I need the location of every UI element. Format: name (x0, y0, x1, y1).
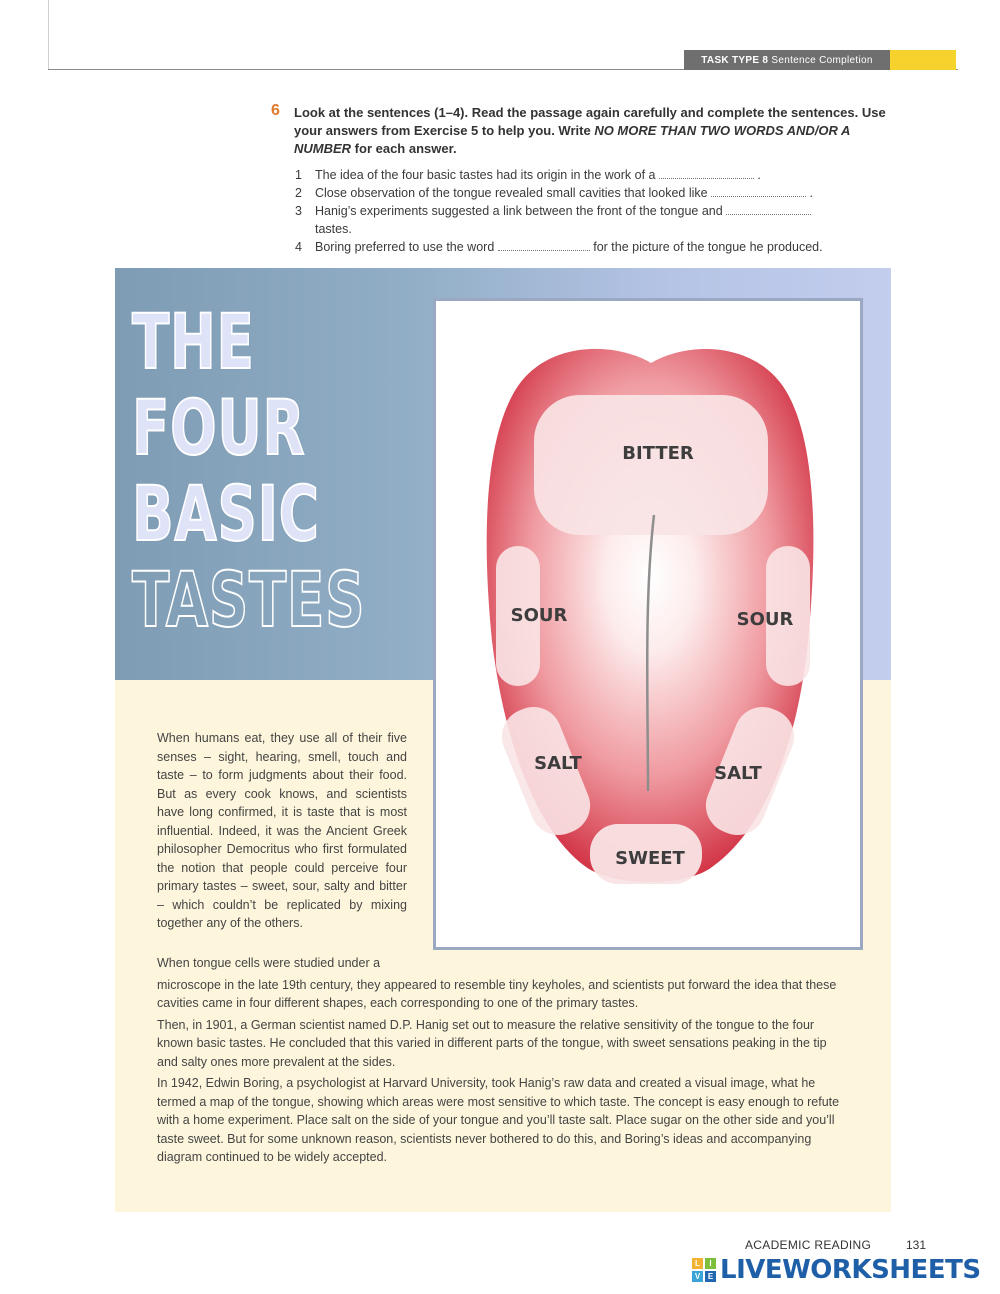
task-type-prefix: TASK TYPE 8 (701, 54, 769, 66)
label-sweet: SWEET (615, 848, 685, 869)
sentence-number: 1 (295, 168, 302, 182)
logo-text: LIVEWORKSHEETS (720, 1255, 981, 1285)
title-line-four: FOUR (132, 383, 306, 472)
label-bitter: BITTER (622, 443, 694, 464)
sentence-text: Hanig’s experiments suggested a link between the front of the tongue and (315, 204, 723, 218)
article-paragraph-4: In 1942, Edwin Boring, a psychologist at Harvard University, took Hanig’s raw data and created a visual image, what he termed a map of the tongue, showing which areas were most sensitive to which taste. The concept is easy enough to refute with a home experiment. Place salt on the side of your tongue and you’ll taste salt. Place sugar on the other side and you’ll taste sweet. But for some unknown reason, scientists never bothered to do this, and Boring’s ideas and accompanying diagram continued to be widely accepted. (157, 1076, 840, 1164)
sentence-text: Close observation of the tongue revealed small cavities that looked like (315, 186, 708, 200)
sentence-4 (295, 238, 895, 256)
title-line-tastes: TASTES (132, 555, 366, 644)
sentence-number: 3 (295, 204, 302, 218)
answer-blank-1[interactable] (659, 167, 754, 179)
tongue-map-svg (436, 301, 860, 947)
page-edge (48, 0, 49, 70)
article-body (157, 954, 850, 1170)
page-number: 131 (906, 1238, 927, 1252)
answer-blank-4[interactable] (498, 239, 590, 251)
sentence-end: for the picture of the tongue he produced. (593, 240, 823, 254)
sentence-3 (295, 202, 895, 238)
article-paragraph-1: When humans eat, they use all of their five senses – sight, hearing, smell, touch and taste – to form judgments about their food. But as every cook knows, and scientists have long confirmed, it is taste that is most influential. Indeed, it was the Ancient Greek philosopher Democritus who first formulated the notion that people could perceive four primary tastes – sweet, sour, salty and bitter – which couldn’t be replicated by mixing together any of the others. (157, 731, 407, 930)
sentence-end: . (753, 168, 761, 182)
article-paragraph-2-rest: microscope in the late 19th century, they appeared to resemble tiny keyholes, and scientists put forward the idea that these cavities came in four different shapes, each corresponding to one of the primary tastes. (157, 977, 837, 1010)
sentence-continuation: tastes. (315, 222, 352, 236)
task-tab-accent (890, 50, 956, 70)
logo-blocks-icon: L I V E (692, 1258, 716, 1282)
task-type-tab (684, 50, 890, 70)
title-line-the: THE (132, 297, 255, 386)
exercise-number: 6 (271, 102, 280, 119)
task-type-title: Sentence Completion (771, 54, 873, 66)
sentence-number: 2 (295, 186, 302, 200)
sentence-1 (295, 166, 895, 184)
answer-blank-3[interactable] (726, 203, 811, 215)
sentence-text: The idea of the four basic tastes had its origin in the work of a (315, 168, 656, 182)
sentence-number: 4 (295, 240, 302, 254)
instruction-emphasis: NO MORE THAN TWO WORDS AND/OR A NUMBER (294, 123, 850, 156)
article-paragraph-2-start: When tongue cells were studied under a (157, 956, 381, 970)
instruction-text-2: for each answer. (351, 141, 457, 156)
label-salt-left: SALT (534, 753, 582, 774)
sentence-text: Boring preferred to use the word (315, 240, 495, 254)
exercise-instructions (294, 104, 894, 158)
sentence-end: . (806, 186, 814, 200)
label-sour-left: SOUR (510, 605, 568, 626)
section-label: ACADEMIC READING (745, 1238, 872, 1252)
answer-blank-2[interactable] (711, 185, 806, 197)
instruction-text-1: Look at the sentences (1–4). Read the passage again carefully and complete the sentences. Use your answers from Exercise 5 to help you. Write (294, 105, 886, 138)
sentence-2 (295, 184, 895, 202)
label-sour-right: SOUR (736, 609, 794, 630)
bitter-zone (534, 395, 768, 535)
sentence-list (295, 166, 895, 256)
tongue-diagram (433, 298, 863, 950)
label-salt-right: SALT (714, 763, 762, 784)
liveworksheets-logo[interactable] (692, 1254, 992, 1286)
article-paragraph-3: Then, in 1901, a German scientist named D.P. Hanig set out to measure the relative sensitivity of the tongue to the four known basic tastes. He concluded that this varied in different parts of the tongue, with sweet sensations peaking in the tip and salty ones more prevalent at the sides. (157, 1017, 827, 1069)
title-line-basic: BASIC (132, 469, 320, 558)
